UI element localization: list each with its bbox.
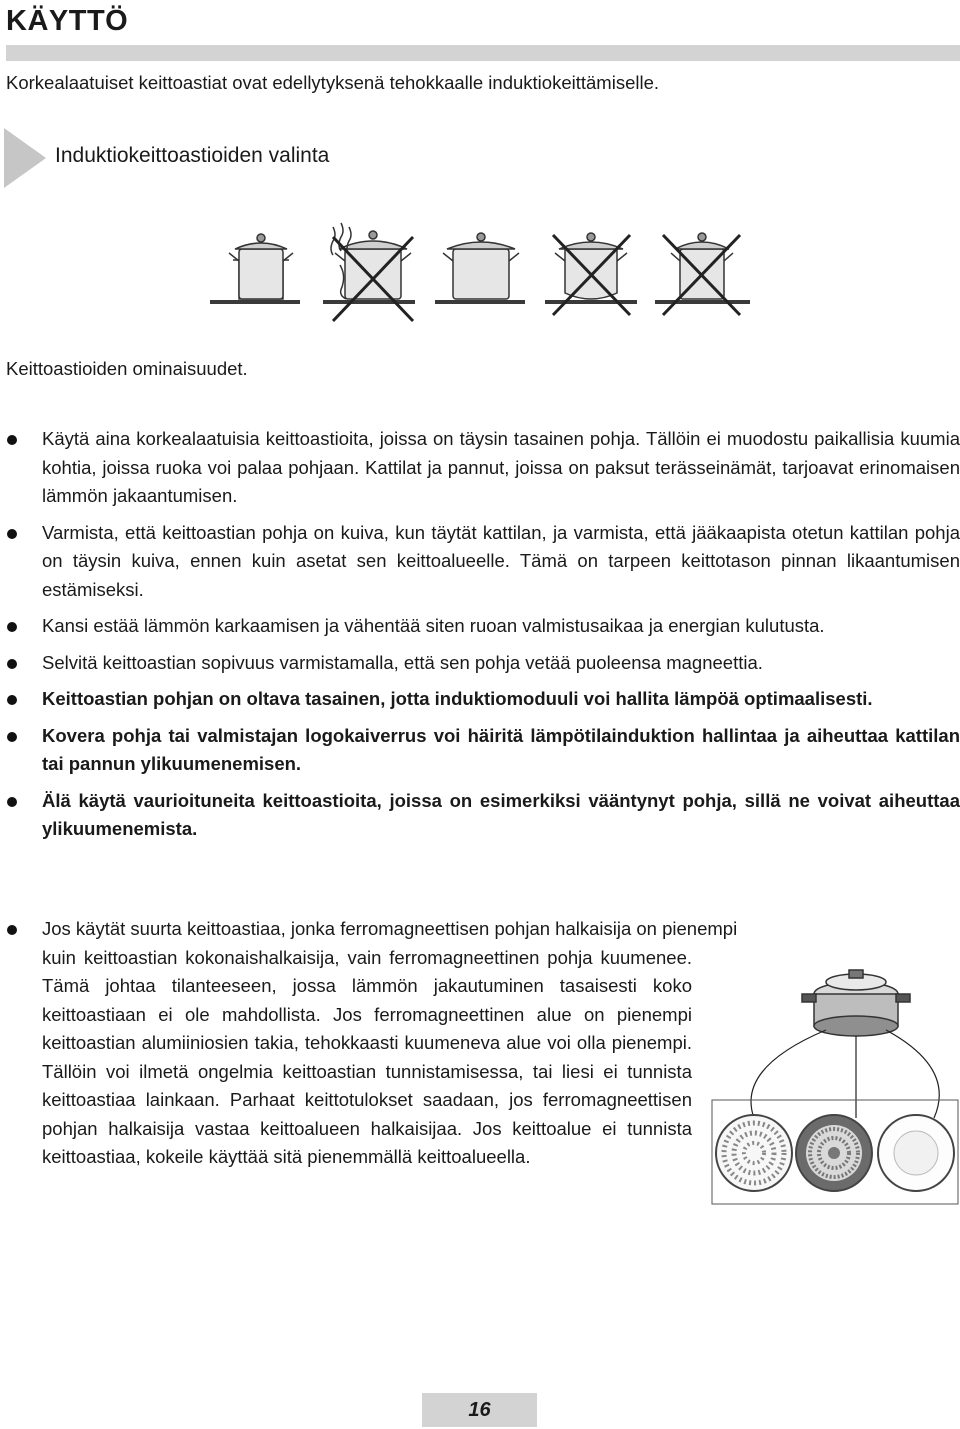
section-arrow-icon (4, 128, 46, 188)
bullet-dot-icon (7, 622, 17, 632)
section-title: Induktiokeittoastioiden valinta (55, 144, 330, 167)
pan-selection-illustration (205, 215, 755, 325)
bullet-dot-icon (7, 925, 17, 935)
title-underline-bar (6, 45, 960, 61)
pot-ok-icon (229, 234, 293, 299)
page-number: 16 (422, 1393, 537, 1427)
bullet-dot-icon (7, 659, 17, 669)
list-item: Kovera pohja tai valmistajan logokaiverrus voi häiritä lämpötilainduktion hallintaa ja aiheuttaa kattilan tai pannun ylikuumenemisen. (0, 722, 960, 779)
list-item: Älä käytä vaurioituneita keittoastioita, joissa on esimerkiksi vääntynyt pohja, sillä ne voivat aiheuttaa ylikuumenemista. (0, 787, 960, 844)
cookware-tips-list (0, 425, 960, 852)
properties-heading: Keittoastioiden ominaisuudet. (6, 358, 248, 379)
pot-ok-icon (443, 233, 519, 299)
list-item: Varmista, että keittoastian pohja on kuiva, kun täytät kattilan, ja varmista, että jääkaapista otetun kattilan pohja on täysin kuiva, ennen kuin asetat sen keittoalueelle. Tämä on tarpeen keittotason pinnan likaantumisen estämiseksi. (0, 519, 960, 605)
list-item: Käytä aina korkealaatuisia keittoastioita, joissa on täysin tasainen pohja. Tällöin ei muodostu paikallisia kuumia kohtia, joissa ruoka voi palaa pohjaan. Kattilat ja pannut, joissa on paksut terässeinämät, tarjoavat erinomaisen lämmön jakaantumisen. (0, 425, 960, 511)
bullet-dot-icon (7, 695, 17, 705)
large-cookware-note-first-line: Jos käytät suurta keittoastiaa, jonka ferromagneettisen pohjan halkaisija on pienempi (0, 915, 960, 944)
list-item: Keittoastian pohjan on oltava tasainen, jotta induktiomoduuli voi hallita lämpöä optimaalisesti. (0, 685, 960, 714)
list-item: Selvitä keittoastian sopivuus varmistamalla, että sen pohja vetää puoleensa magneettia. (0, 649, 960, 678)
stainless-pot-icon (802, 970, 910, 1036)
large-cookware-note-body: kuin keittoastian kokonaishalkaisija, vain ferromagneettinen pohja kuumenee. Tämä johtaa tilanteeseen, jossa lämmön jakautuminen tasaisesti koko keittoastiaan ei ole mahdollista. Jos ferromagneettinen alue on pienempi keittoastian alumiiniosien takia, tehokkaasti kuumeneva alue voi olla pienempi. Tällöin voi ilmetä ongelmia keittoastian tunnistamisessa, tai liesi ei tunnista keittoastiaa lainkaan. Parhaat keittotulokset saadaan, jos ferromagneettisen pohjan halkaisija vastaa keittoalueen halkaisijaa. Jos keittoalue ei tunnista keittoastiaa, kokeile käyttää sitä pienemmällä keittoalueella. (42, 946, 692, 1167)
bullet-dot-icon (7, 435, 17, 445)
intro-text: Korkealaatuiset keittoastiat ovat edellytyksenä tehokkaalle induktiokeittämiselle. (6, 72, 660, 93)
perforated-base-icon (796, 1115, 872, 1191)
cooktop-surface-strips (210, 300, 750, 304)
pot-base-illustration (706, 958, 960, 1208)
list-item: Kansi estää lämmön karkaamisen ja vähentää siten ruoan valmistusaikaa ja energian kulutusta. (0, 612, 960, 641)
plain-base-icon (878, 1115, 954, 1191)
page-title: KÄYTTÖ (6, 5, 129, 37)
connector-lines (751, 1030, 939, 1118)
pot-steaming-crossed-icon (331, 223, 413, 321)
bullet-dot-icon (7, 797, 17, 807)
dotted-base-icon (716, 1115, 792, 1191)
bullet-dot-icon (7, 529, 17, 539)
bullet-dot-icon (7, 732, 17, 742)
